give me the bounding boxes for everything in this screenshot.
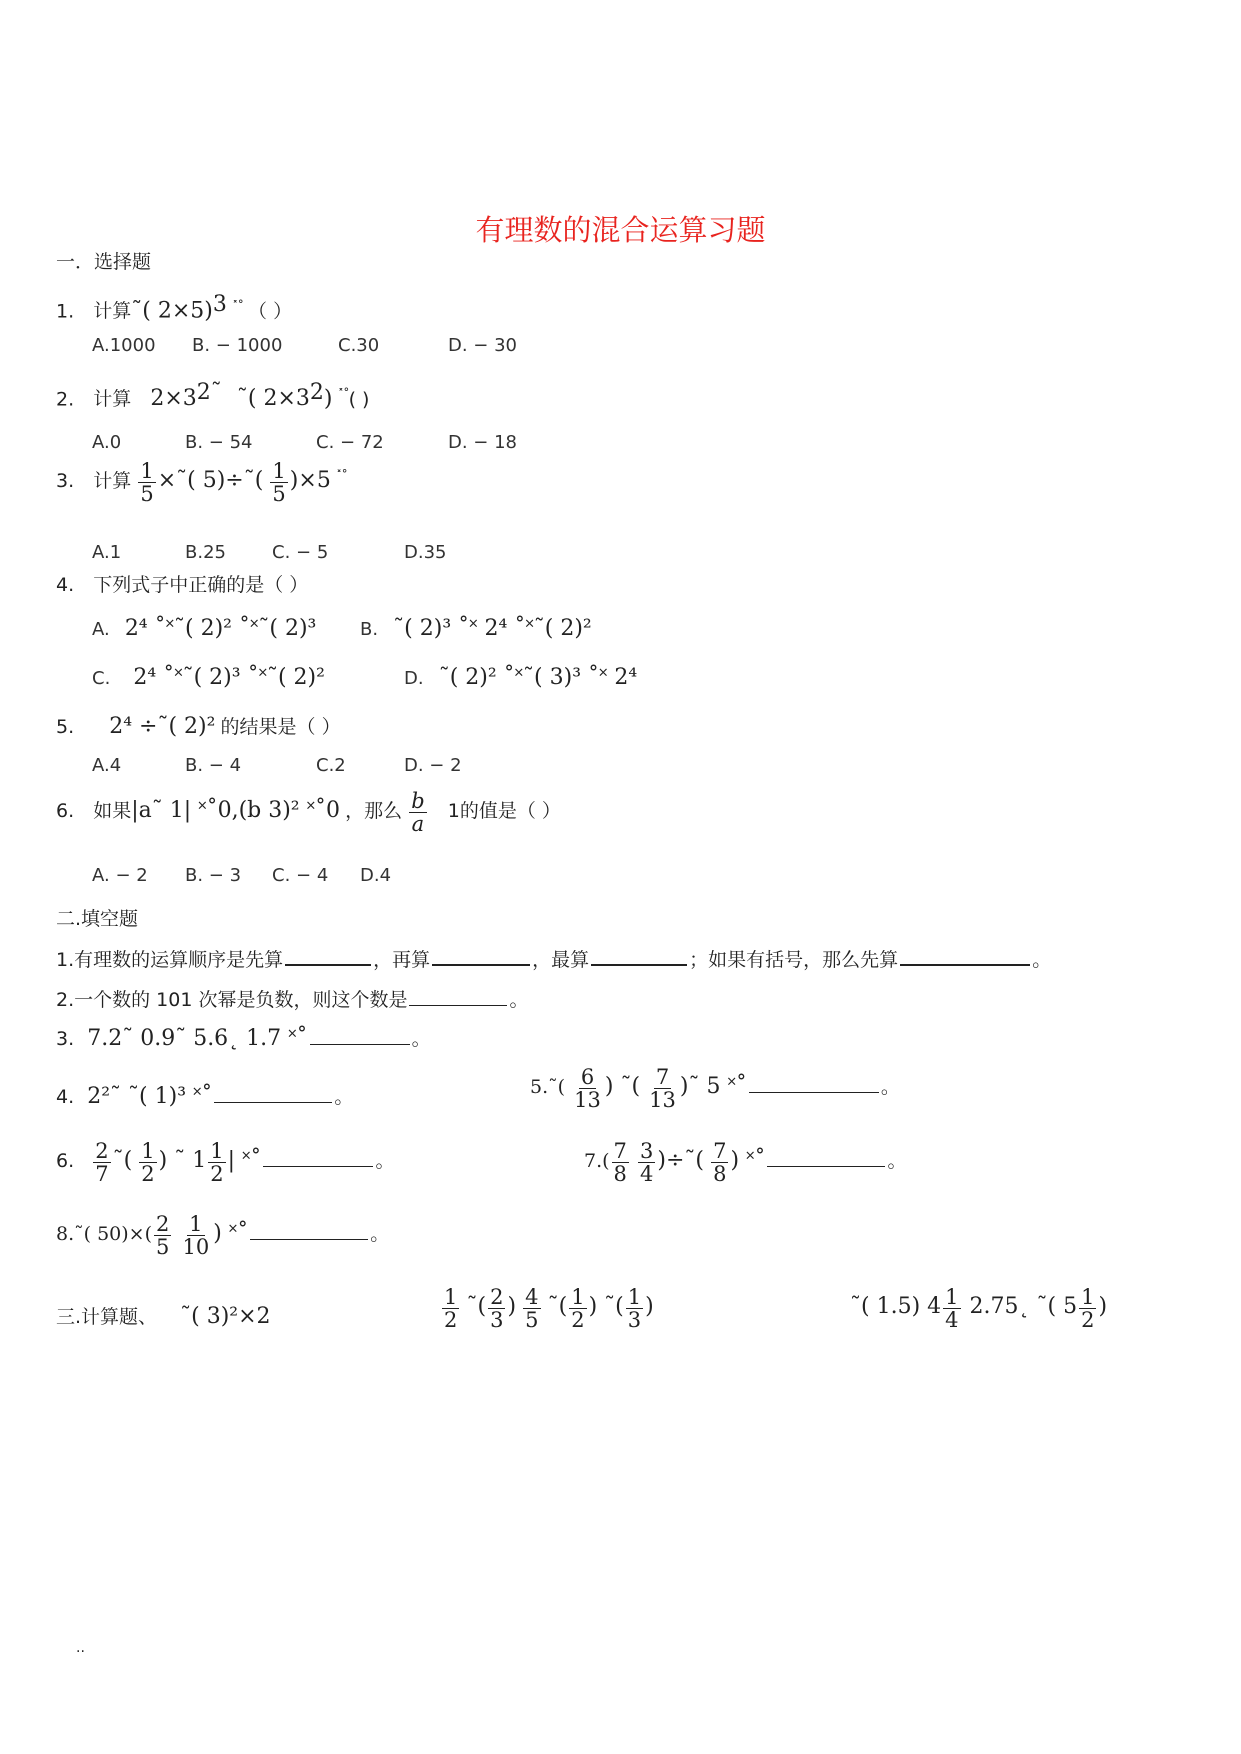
- q1-option-d: D. − 30: [448, 335, 518, 356]
- q6-option-b: B. − 3: [185, 865, 242, 886]
- fill-3-blank[interactable]: [310, 1043, 410, 1045]
- question-2: 2. 计算 $2\times 3^{2˜}$ ˜( $2\times 3^2$) ˟˚( ): [56, 380, 370, 412]
- q2-option-d: D. − 18: [448, 432, 518, 453]
- q5-option-b: B. − 4: [185, 755, 242, 776]
- fill-1-blank-4[interactable]: [900, 963, 1030, 966]
- q1-option-c: C.30: [338, 335, 380, 356]
- q1-option-a: A.1000: [92, 335, 156, 356]
- calc-2: $\frac{1}{2}$ ˜( $\frac{2}{3}$ ) $\frac{4}{5}$ ˜( $\frac{1}{2}$ ) ˜( $\frac{1}{3}$ ): [444, 1285, 654, 1333]
- question-5: 5. 2⁴ ÷˜( 2)² 的结果是（ ）: [56, 714, 341, 739]
- q1-expression: ˜( 2×5): [131, 298, 213, 324]
- fill-5-blank[interactable]: [749, 1091, 879, 1093]
- q2-option-c: C. − 72: [316, 432, 384, 453]
- fill-4: 4. 2²˜ ˜( 1)³ ˟˚ 。: [56, 1084, 354, 1109]
- fill-1: 1.有理数的运算顺序是先算 ，再算 ，最算 ；如果有括号，那么先算 。: [56, 949, 1052, 971]
- section-heading-calc: 三.计算题、: [56, 1306, 158, 1328]
- fill-1-blank-1[interactable]: [285, 963, 371, 966]
- question-1: 1. 计算˜( 2×5)$^3$ ˟˚ （ ）: [56, 292, 293, 324]
- q5-option-a: A.4: [92, 755, 122, 776]
- q6-option-c: C. − 4: [272, 865, 329, 886]
- calc-1: ˜( 3)²×2: [180, 1304, 271, 1329]
- q3-option-c: C. − 5: [272, 542, 329, 563]
- q5-option-d: D. − 2: [404, 755, 462, 776]
- fill-3: 3. 7.2˜ 0.9˜ 5.6˛ 1.7 ˟˚ 。: [56, 1026, 431, 1051]
- q3-option-a: A.1: [92, 542, 122, 563]
- fill-4-blank[interactable]: [214, 1101, 332, 1103]
- fill-6-blank[interactable]: [263, 1165, 373, 1167]
- section-calc: [56, 1302, 271, 1329]
- section-heading-choice: 一．选择题: [56, 251, 152, 273]
- fill-1-blank-2[interactable]: [432, 963, 530, 966]
- q3-option-b: B.25: [185, 542, 226, 563]
- calc-3: ˜( 1.5) 4 $\frac{1}{4}$ 2.75˛ ˜( 5 $\frac{1}{2}$ ): [850, 1285, 1108, 1333]
- section-heading-fill: 二.填空题: [56, 908, 139, 930]
- fill-2: 2.一个数的 101 次幂是负数，则这个数是 。: [56, 989, 529, 1011]
- fill-2-blank[interactable]: [409, 1004, 507, 1006]
- q4-option-c: C. 2⁴ ˚˟˜( 2)³ ˚˟˜( 2)²: [92, 665, 325, 690]
- q5-option-c: C.2: [316, 755, 346, 776]
- fill-5: 5.˜( $\frac{6}{13}$ ) ˜( $\frac{7}{13}$ )˜ 5 ˟˚ 。: [530, 1065, 900, 1113]
- fill-7-blank[interactable]: [767, 1165, 885, 1167]
- q3-option-d: D.35: [404, 542, 447, 563]
- q4-option-a: A. 2⁴ ˚˟˜( 2)² ˚˟˜( 2)³: [92, 616, 317, 641]
- fill-7: 7.( $\frac{7}{8}$ $\frac{3}{4}$ )÷˜( $\frac{7}{8}$ ) ˟˚ 。: [584, 1139, 907, 1187]
- fill-1-blank-3[interactable]: [591, 963, 687, 966]
- question-6: 6. 如果|a˜ 1| ˟˚0,(b 3)² ˟˚0 ，那么 $\frac{b}{a}$ 1的值是（ ）: [56, 789, 561, 837]
- question-3: 3. 计算 $\frac{1}{5}$ ×˜( 5)÷˜( $\frac{1}{5}$ )×5 ˟˚: [56, 459, 347, 507]
- q4-option-b: B. ˜( 2)³ ˚˟ 2⁴ ˚˟˜( 2)²: [360, 616, 592, 641]
- q4-option-d: D. ˜( 2)² ˚˟˜( 3)³ ˚˟ 2⁴: [404, 665, 638, 690]
- question-4: 4. 下列式子中正确的是（ ）: [56, 574, 309, 596]
- q6-option-a: A. − 2: [92, 865, 148, 886]
- q1-option-b: B. − 1000: [192, 335, 283, 356]
- page-title: 有理数的混合运算习题: [475, 213, 766, 247]
- fill-8-blank[interactable]: [250, 1238, 368, 1240]
- fill-6: 6. $\frac{2}{7}$ ˜( $\frac{1}{2}$ ) ˜ 1 $\frac{1}{2}$ | ˟˚ 。: [56, 1139, 395, 1187]
- fill-8: 8.˜( 50)×( $\frac{2}{5}$ $\frac{1}{10}$ ) ˟˚ 。: [56, 1212, 390, 1260]
- q2-option-b: B. − 54: [185, 432, 253, 453]
- q2-option-a: A.0: [92, 432, 122, 453]
- q6-option-d: D.4: [360, 865, 392, 886]
- footer-dots: ..: [76, 1640, 85, 1656]
